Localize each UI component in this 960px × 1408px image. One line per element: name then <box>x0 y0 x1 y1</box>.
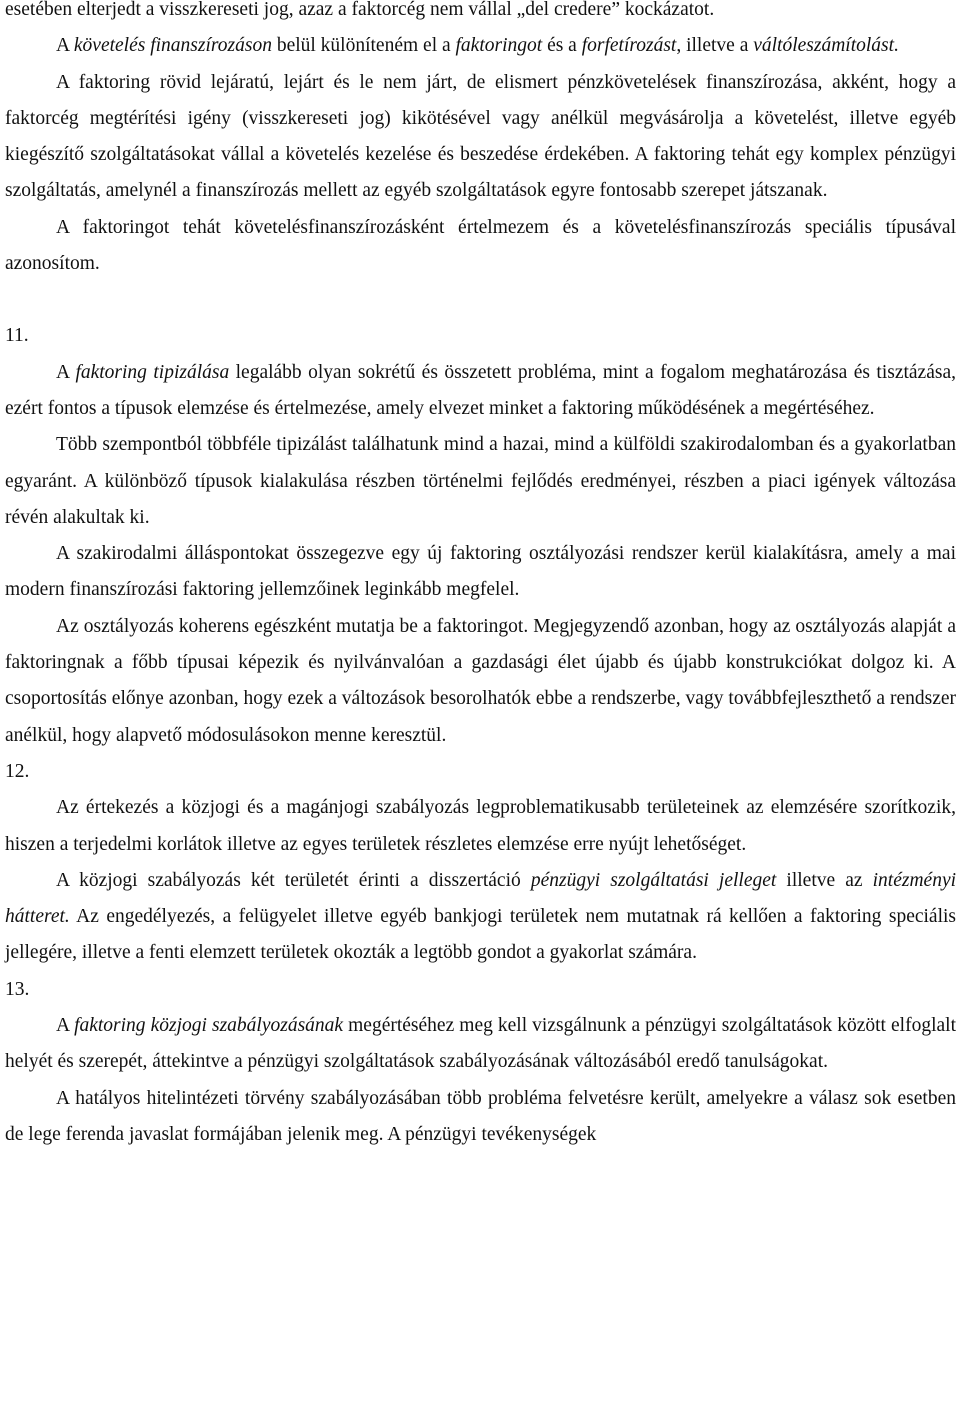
body-paragraph <box>5 210 956 283</box>
paragraph-text: megértéséhez meg kell vizsgálnunk a pénzügyi szolgáltatások között elfoglalt helyét és szerepét, áttekintve a pénzügyi szolgáltatások szabályozásának változásából eredő tanulságokat. <box>5 1015 956 1073</box>
body-paragraph <box>5 65 956 210</box>
paragraph-text: legalább olyan sokrétű és összetett probléma, mint a fogalom meghatározása és tisztázása, ezért fontos a típusok elemzése és értelmezése, amely elvezet minket a faktoring működésének a megértéséhez. <box>5 361 956 419</box>
body-paragraph <box>5 790 956 863</box>
paragraph-text: 11. <box>5 325 29 347</box>
italic-text: váltóleszámítolást. <box>753 35 899 57</box>
body-paragraph <box>5 609 956 754</box>
italic-text: faktoringot <box>455 35 543 57</box>
italic-text: faktoring tipizálása <box>75 361 230 383</box>
body-paragraph <box>5 427 956 536</box>
paragraph-text: belül különíteném el a <box>271 35 456 57</box>
paragraph-text: illetve az <box>776 869 873 891</box>
body-paragraph <box>5 1008 956 1081</box>
paragraph-text: A hatályos hitelintézeti törvény szabályozásában több probléma felvetésre került, amelyekre a válasz sok esetben de lege ferenda javaslat formájában jelenik meg. A pénzügyi tevékenységek <box>5 1087 956 1145</box>
paragraph-text: A <box>56 1015 75 1037</box>
paragraph-text: A faktoringot tehát követelésfinanszírozásként értelmezem és a követelésfinanszírozás speciális típusával azonosítom. <box>5 216 956 275</box>
body-paragraph <box>5 863 956 972</box>
body-paragraph <box>5 1081 956 1154</box>
paragraph-text: A faktoring rövid lejáratú, lejárt és le nem járt, de elismert pénzkövetelések finanszírozása, akként, hogy a faktorcég megtérítési igény (visszkereseti jog) kikötésével vagy anélkül megvásárolja a követelést, illetve egyéb kiegészítő szolgáltatásokat vállal a követelés kezelése és beszedése érdekében. A faktoring tehát egy komplex pénzügyi szolgáltatás, amelynél a finanszírozás mellett az egyéb szolgáltatások egyre fontosabb szerepet játszanak. <box>5 71 956 202</box>
italic-text: forfetírozást <box>581 35 677 57</box>
paragraph-text: Több szempontból többféle tipizálást találhatunk mind a hazai, mind a külföldi szakirodalomban és a gyakorlatban egyaránt. A különböző típusok kialakulása részben történelmi fejlődés eredményei, részben a piaci igények változása révén alakultak ki. <box>5 434 956 528</box>
body-paragraph <box>5 0 956 28</box>
italic-text: pénzügyi szolgáltatási jelleget <box>530 869 777 891</box>
paragraph-text: A <box>56 35 74 57</box>
paragraph-text: A szakirodalmi álláspontokat összegezve egy új faktoring osztályozási rendszer kerül kialakításra, amely a mai modern finanszírozási faktoring jellemzőinek leginkább megfelel. <box>5 543 956 601</box>
italic-text: faktoring közjogi szabályozásának <box>74 1015 344 1037</box>
paragraph-text: és a <box>542 35 582 57</box>
paragraph-text: Az osztályozás koherens egészként mutatja be a faktoringot. Megjegyzendő azonban, hogy az osztályozás alapját a faktoringnak a főbb típusai képezik és nyilvánvalóan a gazdasági élet újabb és újabb konstrukciókat dolgoz ki. A csoportosítás előnye azonban, hogy ezek a változások besorolhatók ebbe a rendszerbe, vagy továbbfejleszthető a rendszer anélkül, hogy alapvető módosulásokon menne keresztül. <box>5 615 956 746</box>
section-number <box>5 318 956 354</box>
section-number <box>5 972 956 1008</box>
italic-text: követelés finanszírozáson <box>73 35 272 57</box>
body-paragraph <box>5 536 956 609</box>
paragraph-text: esetében elterjedt a visszkereseti jog, azaz a faktorcég nem vállal „del credere” kockázatot. <box>5 0 715 20</box>
body-paragraph <box>5 28 956 64</box>
paragraph-text: Az értekezés a közjogi és a magánjogi szabályozás legproblematikusabb területeinek az elemzésére szorítkozik, hiszen a terjedelmi korlátok illetve az egyes területek részletes elemzése erre nyújt lehetőséget. <box>5 797 956 855</box>
section-number <box>5 754 956 790</box>
paragraph-text: , illetve a <box>676 35 754 57</box>
italic-text: intézményi hátteret. <box>5 869 957 928</box>
body-paragraph <box>5 355 956 428</box>
paragraph-text: 12. <box>5 760 30 782</box>
paragraph-text: Az engedélyezés, a felügyelet illetve egyéb bankjogi területek nem mutatnak rá kellően a faktoring speciális jellegére, illetve a fenti elemzett területek okozták a legtöbb gondot a gyakorlat számára. <box>5 906 956 964</box>
paragraph-text: A közjogi szabályozás két területét érinti a disszertáció <box>56 869 531 891</box>
paragraph-text: A <box>56 361 76 383</box>
paragraph-text: 13. <box>5 978 30 1000</box>
